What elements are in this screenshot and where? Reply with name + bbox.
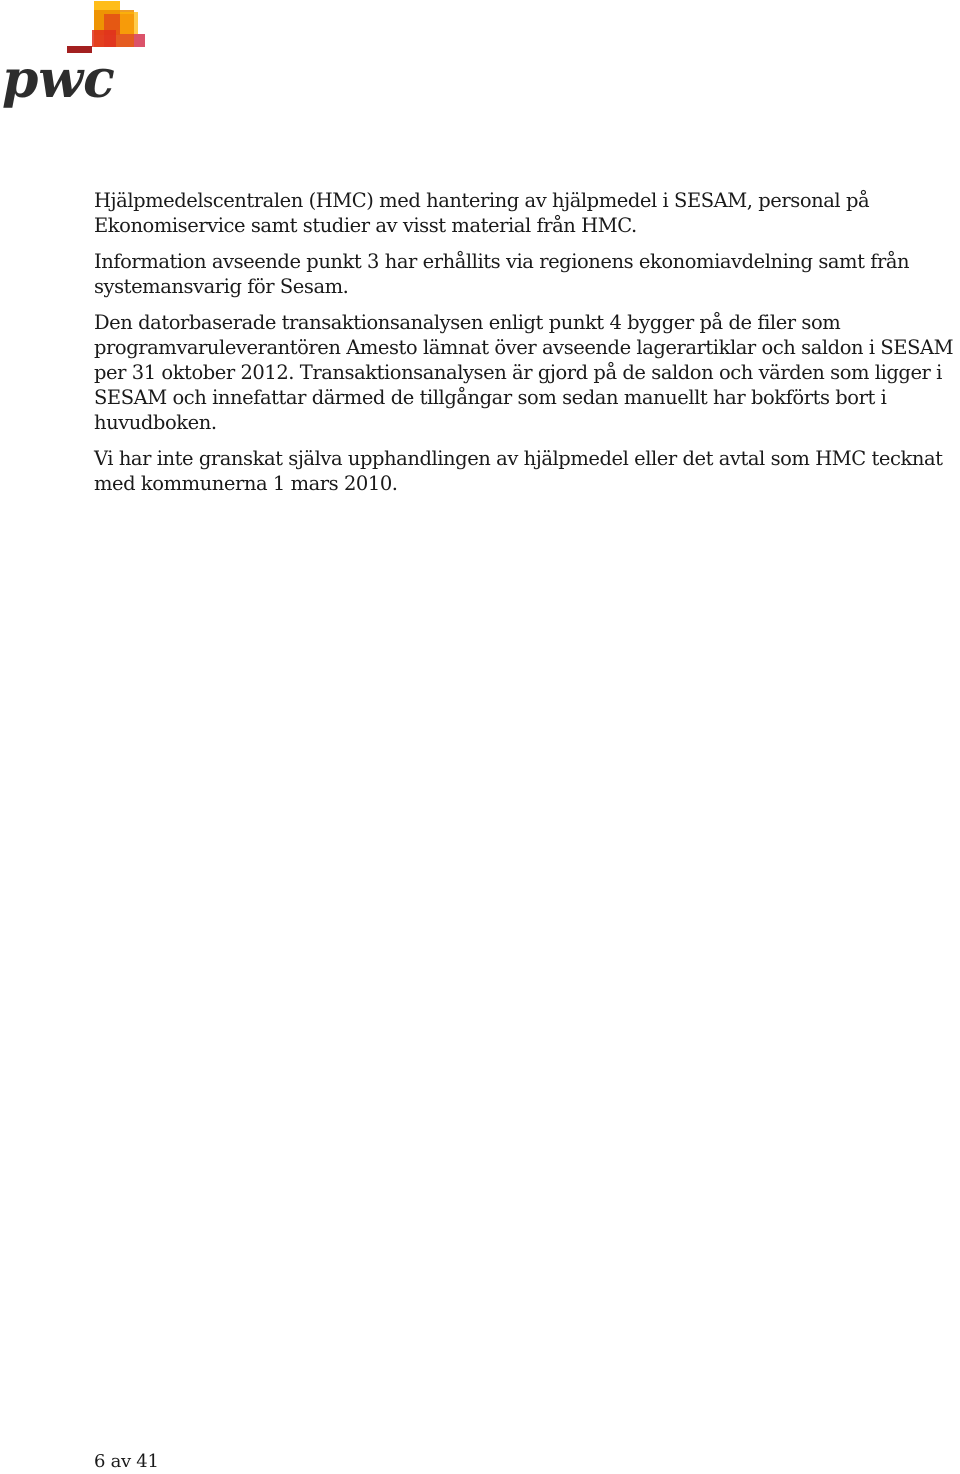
paragraph: Hjälpmedelscentralen (HMC) med hantering av hjälpmedel i SESAM, personal på Ekonomiservice samt studier av visst material från HMC. bbox=[94, 189, 870, 237]
pwc-wordmark: pwc bbox=[2, 49, 115, 110]
document-body bbox=[94, 188, 960, 507]
paragraph: Information avseende punkt 3 har erhållits via regionens ekonomiavdelning samt från systemansvarig för Sesam. bbox=[94, 250, 910, 298]
pwc-logo bbox=[0, 0, 150, 115]
page-number: 6 av 41 bbox=[94, 1451, 159, 1472]
pwc-logo-mark bbox=[0, 0, 150, 115]
paragraph: Vi har inte granskat själva upphandlingen av hjälpmedel eller det avtal som HMC tecknat med kommunerna 1 mars 2010. bbox=[94, 447, 943, 495]
paragraph: Den datorbaserade transaktionsanalysen enligt punkt 4 bygger på de filer som programvaruleverantören Amesto lämnat över avseende lagerartiklar och saldon i SESAM per 31 oktober 2012. Transaktionsanalysen är gjord på de saldon och värden som ligger i SESAM och innefattar därmed de tillgångar som sedan manuellt har bokförts bort i huvudboken. bbox=[94, 311, 954, 434]
